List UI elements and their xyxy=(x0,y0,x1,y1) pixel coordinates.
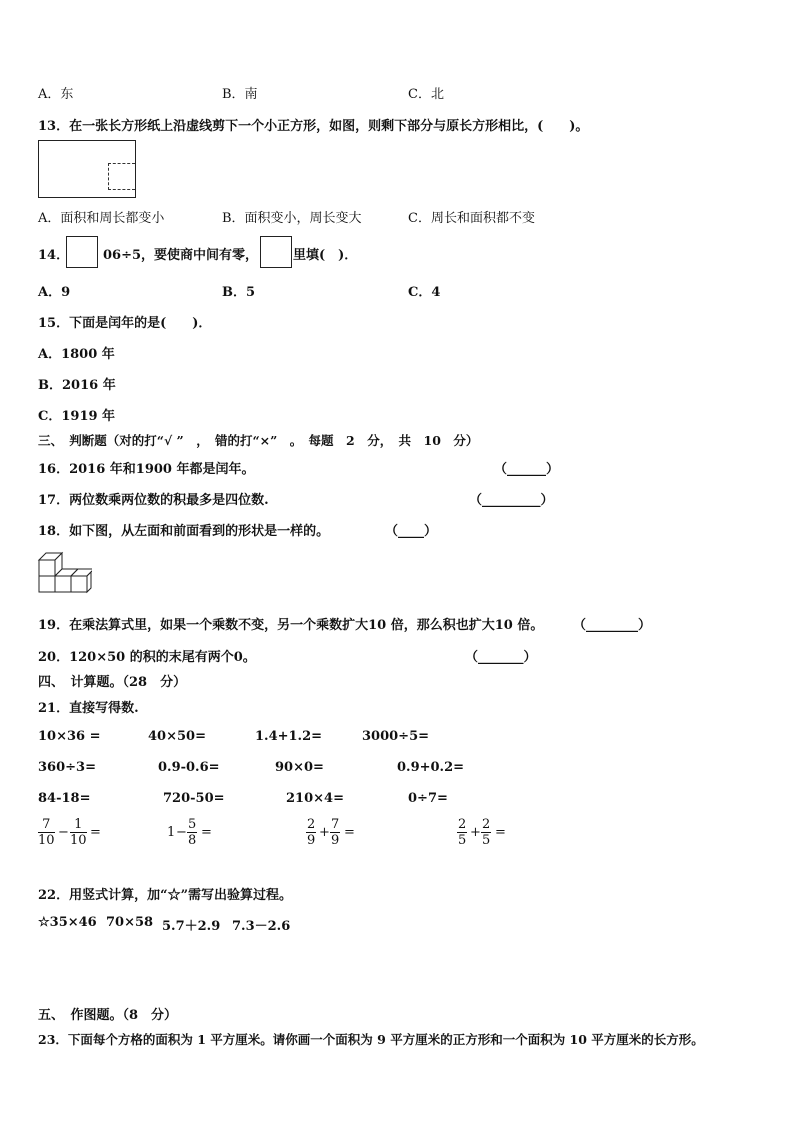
q12-option-b: B．南 xyxy=(222,87,258,102)
q20-answer-blank: （_______） xyxy=(465,650,537,665)
calc-item: 3000÷5= xyxy=(362,729,430,744)
q13-option-c: C．周长和面积都不变 xyxy=(408,211,535,226)
fraction: $\frac{1}{10}$ xyxy=(70,817,87,848)
fraction: $\frac{2}{9}$ xyxy=(307,817,316,848)
equals: = xyxy=(495,825,506,840)
dashed-square-cut xyxy=(108,163,135,190)
q14-option-b: B．5 xyxy=(222,285,256,300)
q20-text: 20．120×50 的积的末尾有两个0。 xyxy=(38,650,256,665)
q13-option-b: B．面积变小，周长变大 xyxy=(222,211,362,226)
q14-blank-box-1 xyxy=(66,236,98,268)
fraction: $\frac{7}{9}$ xyxy=(331,817,340,848)
operator: − xyxy=(176,825,187,840)
calc-item: 90×0= xyxy=(275,760,324,775)
fraction: $\frac{7}{10}$ xyxy=(38,817,55,848)
q17-text: 17．两位数乘两位数的积最多是四位数. xyxy=(38,493,269,508)
q14-number: 14． xyxy=(38,248,70,263)
section-3-title: 三、 判断题（对的打“√ ” ， 错的打“×” 。 每题 2 分， 共 10 分） xyxy=(38,433,479,448)
q19-answer-blank: （________） xyxy=(573,618,652,633)
q14-option-c: C．4 xyxy=(408,285,441,300)
q12-option-a: A．东 xyxy=(38,87,74,102)
fraction: $\frac{5}{8}$ xyxy=(188,817,197,848)
whole-number: 1 xyxy=(167,825,176,840)
operator: − xyxy=(58,825,69,840)
calc-item: 10×36 = xyxy=(38,729,101,744)
calc-item: 720-50= xyxy=(163,791,225,806)
calc-item: 0.9-0.6= xyxy=(158,760,220,775)
q14-end-text: 里填( )． xyxy=(293,248,358,263)
q14-blank-box-2 xyxy=(260,236,292,268)
q19-text: 19．在乘法算式里，如果一个乘数不变，另一个乘数扩大10 倍，那么积也扩大10 倍。 xyxy=(38,618,544,633)
q14-option-a: A．9 xyxy=(38,285,71,300)
q15-stem: 15．下面是闰年的是( )． xyxy=(38,316,212,331)
q13-option-a: A．面积和周长都变小 xyxy=(38,211,165,226)
q16-text: 16．2016 年和1900 年都是闰年。 xyxy=(38,462,255,477)
equals: = xyxy=(201,825,212,840)
equals: = xyxy=(344,825,355,840)
q16-answer-blank: （______） xyxy=(494,462,560,477)
q12-option-c: C．北 xyxy=(408,87,444,102)
q15-option-b: B．2016 年 xyxy=(38,378,116,393)
calc-item: 210×4= xyxy=(286,791,344,806)
q17-answer-blank: （_________） xyxy=(469,493,554,508)
q22-item: 70×58 xyxy=(106,915,154,930)
calc-item: 84-18= xyxy=(38,791,91,806)
equals: = xyxy=(90,825,101,840)
q22-item: ☆35×46 xyxy=(38,915,97,930)
q22-stem: 22．用竖式计算，加“☆”需写出验算过程。 xyxy=(38,888,293,903)
q18-cubes-figure xyxy=(36,548,92,600)
q23-text: 23．下面每个方格的面积为 1 平方厘米。请你画一个面积为 9 平方厘米的正方形和一个面积为 10 平方厘米的长方形。 xyxy=(38,1032,704,1047)
q18-answer-blank: （____） xyxy=(385,524,438,539)
calc-item: 40×50= xyxy=(148,729,206,744)
calc-item: 360÷3= xyxy=(38,760,96,775)
q15-option-a: A．1800 年 xyxy=(38,347,115,362)
q22-item: 5.7＋2.9 xyxy=(162,919,221,934)
q22-item: 7.3－2.6 xyxy=(232,919,291,934)
operator: + xyxy=(470,825,481,840)
fraction: $\frac{2}{5}$ xyxy=(482,817,491,848)
calc-item: 1.4+1.2= xyxy=(255,729,323,744)
q14-middle-text: 06÷5，要使商中间有零， xyxy=(103,248,259,263)
calc-item: 0.9+0.2= xyxy=(397,760,465,775)
section-4-title: 四、 计算题。（28 分） xyxy=(38,675,187,690)
section-5-title: 五、 作图题。（8 分） xyxy=(38,1008,178,1023)
calc-item: 0÷7= xyxy=(408,791,448,806)
q18-text: 18．如下图，从左面和前面看到的形状是一样的。 xyxy=(38,524,330,539)
q13-stem: 13．在一张长方形纸上沿虚线剪下一个小正方形，如图，则剩下部分与原长方形相比，( )。 xyxy=(38,119,589,134)
fraction: $\frac{2}{5}$ xyxy=(458,817,467,848)
q21-stem: 21．直接写得数. xyxy=(38,701,139,716)
operator: + xyxy=(319,825,330,840)
q15-option-c: C．1919 年 xyxy=(38,409,116,424)
